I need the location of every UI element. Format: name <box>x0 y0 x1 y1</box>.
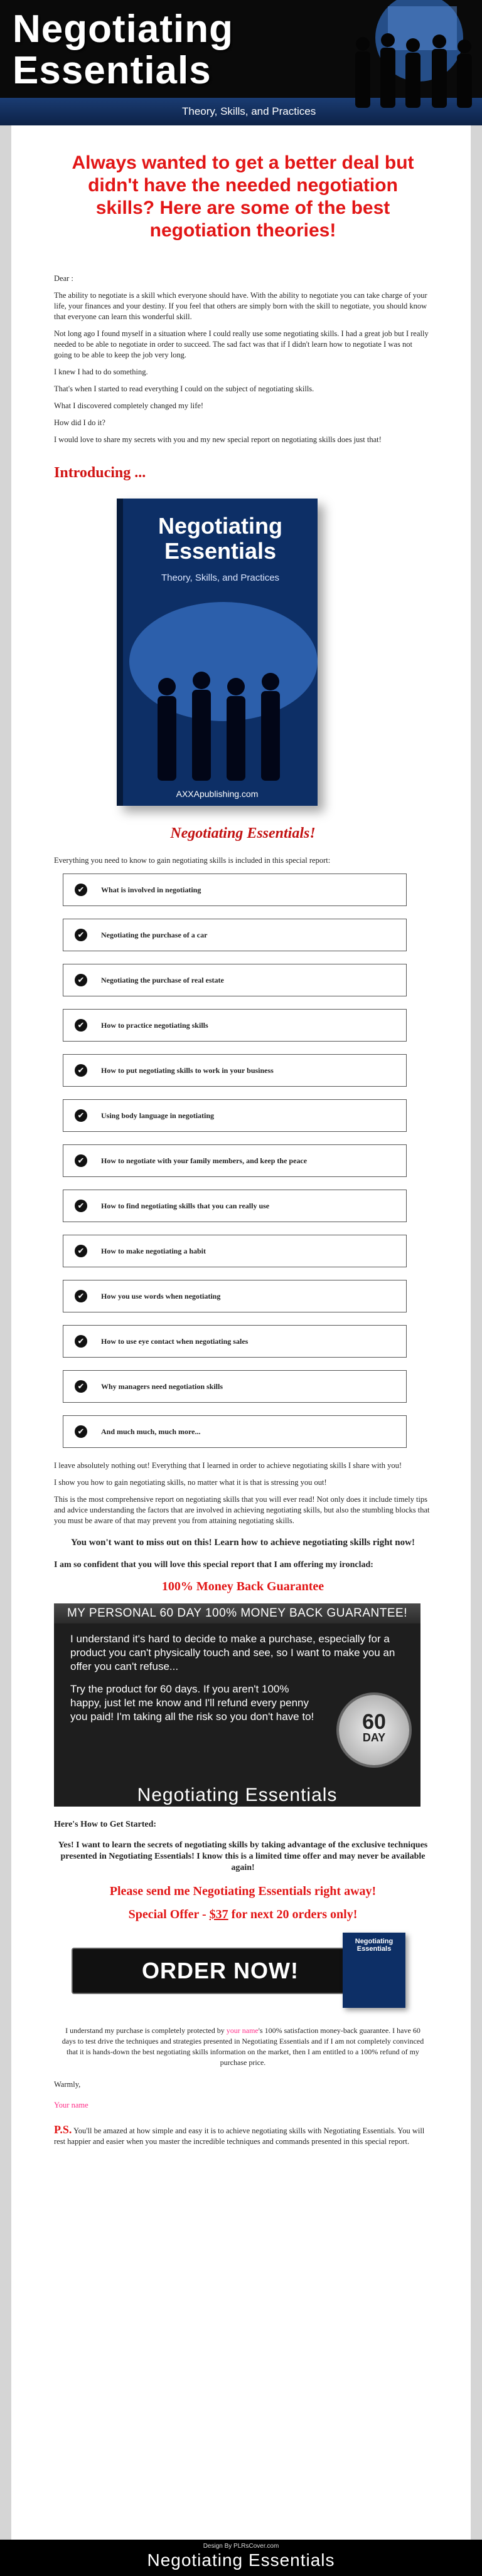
guarantee-text: Try the product for 60 days. If you aren't 100% happy, just let me know and I'll refund every penny you paid! I'm taking all the risk so you don't have to! <box>70 1683 314 1723</box>
check-icon: ✔ <box>75 1154 87 1167</box>
letter-paragraph: That's when I started to read everything I could on the subject of negotiating skills. <box>54 384 314 393</box>
special-offer: Special Offer - $37 for next 20 orders only! <box>128 1908 358 1921</box>
list-item: ✔ How to negotiate with your family members, and keep the peace <box>63 1144 407 1177</box>
list-item: ✔ How to practice negotiating skills <box>63 1009 407 1042</box>
letter-paragraph: How did I do it? <box>54 418 105 427</box>
salutation: Dear : <box>54 274 73 283</box>
check-icon: ✔ <box>75 1425 87 1438</box>
design-credit: Design By PLRsCover.com <box>203 2543 279 2550</box>
check-icon: ✔ <box>75 1335 87 1348</box>
price-link[interactable]: $37 <box>209 1908 228 1921</box>
body-paragraph: I leave absolutely nothing out! Everything that I learned in order to achieve negotiating skills I share with you! <box>54 1461 402 1470</box>
cover-publisher: AXXApublishing.com <box>176 789 259 799</box>
check-icon: ✔ <box>75 1200 87 1212</box>
list-item: ✔ And much much, much more... <box>63 1415 407 1448</box>
check-icon: ✔ <box>75 974 87 986</box>
yes-text: Yes! I want to learn the secrets of negotiating skills by taking advantage of the exclusive techniques presented in Negotiating Essentials! I know this is a limited time offer and may never be available again! <box>58 1840 428 1872</box>
letter-paragraph: Not long ago I found myself in a situation where I could really use some negotiating skills. I had a great job but I really needed to be able to negotiate in order to succeed. The sad fact was that if I didn't learn how to negotiate I was not going to be able to keep the job very long. <box>54 329 429 359</box>
letter-paragraph: The ability to negotiate is a skill which everyone should have. With the ability to negotiate you can take charge of your life, your finances and your destiny. If you feel that others are simply born with the skill to negotiate, you should know that everyone can learn this wonderful skill. <box>54 291 427 321</box>
body-paragraph: I show you how to gain negotiating skills, no matter what it is that is stressing you out! <box>54 1478 327 1487</box>
order-now-button[interactable]: ORDER NOW! <box>72 1948 369 1994</box>
signoff: Warmly, <box>54 2080 81 2089</box>
site-title: Negotiating Essentials <box>13 8 233 92</box>
guarantee-box-footer: Negotiating Essentials <box>137 1785 338 1805</box>
cover-title: Negotiating Essentials <box>158 513 282 564</box>
send-me-text: Please send me Negotiating Essentials right away! <box>109 1884 377 1898</box>
signature: Your name <box>54 2101 88 2109</box>
cover-subtitle: Theory, Skills, and Practices <box>161 573 280 583</box>
guarantee-title: 100% Money Back Guarantee <box>161 1580 324 1593</box>
list-item: ✔ How to use eye contact when negotiating sales <box>63 1325 407 1358</box>
list-intro: Everything you need to know to gain negotiating skills is included in this special report: <box>54 856 331 865</box>
dont-miss-text: You won't want to miss out on this! Learn how to achieve negotiating skills right now! <box>71 1538 415 1548</box>
order-product-thumbnail: Negotiating Essentials <box>343 1933 405 2008</box>
letter-paragraph: I would love to share my secrets with you and my new special report on negotiating skills does just that! <box>54 435 382 444</box>
page-header <box>0 0 482 125</box>
product-cover <box>54 494 432 820</box>
order-section <box>54 1933 432 2008</box>
letter-paragraph: What I discovered completely changed my life! <box>54 401 204 410</box>
list-item: ✔ How you use words when negotiating <box>63 1280 407 1312</box>
list-item: ✔ Using body language in negotiating <box>63 1099 407 1132</box>
main-content <box>11 125 471 2540</box>
ebook-cover-image <box>117 499 318 806</box>
guarantee-fine-print: I understand my purchase is completely protected by your name's 100% satisfaction money-back guarantee. I have 60 days to test drive the techniques and strategies presented in Negotiating Essentials and if I am not completely convinced that it is hands-down the best negotiating skills information on the market, then I am entitled to a 100% refund of my purchase price. <box>62 2026 424 2067</box>
list-item: ✔ Why managers need negotiation skills <box>63 1370 407 1403</box>
check-icon: ✔ <box>75 1019 87 1032</box>
guarantee-box <box>54 1603 420 1807</box>
business-people-graphic <box>294 0 482 125</box>
list-item: ✔ What is involved in negotiating <box>63 874 407 906</box>
confident-text: I am so confident that you will love this special report that I am offering my ironclad: <box>54 1560 373 1570</box>
page-footer <box>0 2540 482 2576</box>
footer-title: Negotiating Essentials <box>147 2550 335 2570</box>
list-item: ✔ How to put negotiating skills to work in your business <box>63 1054 407 1087</box>
product-title: Negotiating Essentials! <box>170 825 316 842</box>
guarantee-seal-icon: 60 DAY <box>339 1695 409 1765</box>
check-icon: ✔ <box>75 1064 87 1077</box>
check-icon: ✔ <box>75 1290 87 1302</box>
list-item: ✔ How to make negotiating a habit <box>63 1235 407 1267</box>
feature-list <box>63 874 432 1448</box>
world-map-graphic <box>123 593 318 781</box>
check-icon: ✔ <box>75 929 87 941</box>
postscript: P.S. You'll be amazed at how simple and easy it is to achieve negotiating skills with Negotiating Essentials. You will rest happier and easier when you master the incredible techniques and commands presented in this special report. <box>54 2123 425 2146</box>
check-icon: ✔ <box>75 884 87 896</box>
introducing-heading: Introducing ... <box>54 465 146 481</box>
check-icon: ✔ <box>75 1109 87 1122</box>
guarantee-box-header: MY PERSONAL 60 DAY 100% MONEY BACK GUARANTEE! <box>54 1603 420 1623</box>
check-icon: ✔ <box>75 1380 87 1393</box>
main-headline: Always wanted to get a better deal but didn't have the needed negotiation skills? Here are some of the best negotiation theories! <box>72 152 414 241</box>
list-item: ✔ How to find negotiating skills that you can really use <box>63 1190 407 1222</box>
check-icon: ✔ <box>75 1245 87 1257</box>
site-tagline: Theory, Skills, and Practices <box>182 105 316 117</box>
list-item: ✔ Negotiating the purchase of a car <box>63 919 407 951</box>
get-started-heading: Here's How to Get Started: <box>54 1820 157 1829</box>
letter-paragraph: I knew I had to do something. <box>54 367 148 376</box>
list-item: ✔ Negotiating the purchase of real estate <box>63 964 407 996</box>
guarantee-text: I understand it's hard to decide to make a purchase, especially for a product you can't physically touch and see, so I want to make you an offer you can't refuse... <box>70 1633 395 1672</box>
body-paragraph: This is the most comprehensive report on negotiating skills that you will ever read! Not only does it include timely tips and advice understanding the factors that are involved in achieving negotiating skills, but also the stumbling blocks that you must be aware of that may prevent you from attaining negotiating skills. <box>54 1495 430 1525</box>
